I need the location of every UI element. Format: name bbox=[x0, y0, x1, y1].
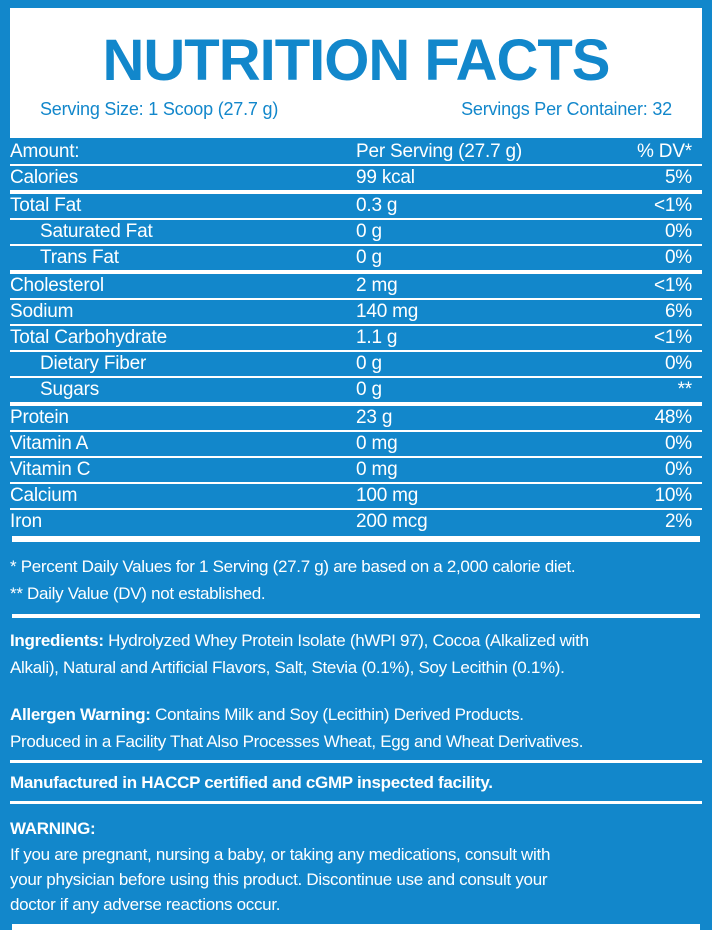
row-dv: 48% bbox=[654, 407, 692, 428]
row-value: 0 g bbox=[356, 221, 382, 242]
row-value: 0.3 g bbox=[356, 195, 398, 216]
row-value: 0 mg bbox=[356, 433, 398, 454]
warning-label: WARNING: bbox=[10, 819, 96, 838]
row-label: Iron bbox=[10, 511, 42, 532]
row-value: 0 g bbox=[356, 353, 382, 374]
ingredients-label: Ingredients: bbox=[10, 631, 104, 650]
ingredients-line-2: Alkali), Natural and Artificial Flavors, Salt, Stevia (0.1%), Soy Lecithin (0.1%). bbox=[10, 658, 565, 677]
row-label: Calcium bbox=[10, 485, 78, 506]
row-label: Calories bbox=[10, 167, 79, 188]
row-dv: 0% bbox=[664, 353, 692, 374]
allergen-text-1: Contains Milk and Soy (Lecithin) Derived Products. bbox=[150, 705, 524, 724]
table-row-cholesterol bbox=[10, 270, 702, 298]
column-header-amount: Amount: bbox=[10, 141, 80, 162]
row-value: 0 g bbox=[356, 247, 382, 268]
ingredients-text-1: Hydrolyzed Whey Protein Isolate (hWPI 97), Cocoa (Alkalized with bbox=[103, 631, 589, 650]
row-value: 200 mcg bbox=[356, 511, 428, 532]
table-bottom-bar bbox=[12, 536, 700, 542]
row-label: Total Carbohydrate bbox=[10, 327, 167, 348]
table-row-dietary-fiber bbox=[10, 350, 702, 376]
row-dv: 0% bbox=[664, 433, 692, 454]
ingredients-section bbox=[10, 627, 702, 681]
table-row-total-carbohydrate bbox=[10, 324, 702, 350]
warning-line-2: your physician before using this product. Discontinue use and consult your bbox=[10, 870, 548, 889]
section-divider bbox=[12, 614, 700, 618]
row-dv: 10% bbox=[654, 485, 692, 506]
footnote-dv: * Percent Daily Values for 1 Serving (27.7 g) are based on a 2,000 calorie diet. bbox=[10, 557, 576, 576]
section-divider bbox=[10, 801, 702, 804]
row-label: Cholesterol bbox=[10, 275, 104, 296]
nutrition-table bbox=[10, 140, 702, 534]
row-dv: 5% bbox=[664, 167, 692, 188]
row-value: 99 kcal bbox=[356, 167, 415, 188]
warning-line-3: doctor if any adverse reactions occur. bbox=[10, 895, 281, 914]
footnote-not-established: ** Daily Value (DV) not established. bbox=[10, 584, 266, 603]
servings-per-container: Servings Per Container: 32 bbox=[461, 99, 672, 119]
column-header-per-serving: Per Serving (27.7 g) bbox=[356, 141, 523, 162]
manufactured-statement: Manufactured in HACCP certified and cGMP inspected facility. bbox=[10, 773, 493, 792]
warning-line-1: If you are pregnant, nursing a baby, or taking any medications, consult with bbox=[10, 845, 551, 864]
section-divider bbox=[10, 760, 702, 763]
row-value: 2 mg bbox=[356, 275, 398, 296]
table-header-row bbox=[10, 140, 702, 164]
row-label: Total Fat bbox=[10, 195, 82, 216]
row-value: 140 mg bbox=[356, 301, 419, 322]
row-label: Sugars bbox=[40, 379, 100, 400]
table-row-calories bbox=[10, 164, 702, 190]
serving-size: Serving Size: 1 Scoop (27.7 g) bbox=[40, 99, 279, 119]
row-value: 0 g bbox=[356, 379, 382, 400]
row-dv: 0% bbox=[664, 221, 692, 242]
row-dv: 6% bbox=[664, 301, 692, 322]
row-label: Protein bbox=[10, 407, 69, 428]
table-row-trans-fat bbox=[10, 244, 702, 270]
table-row-calcium bbox=[10, 482, 702, 508]
page-title: NUTRITION FACTS bbox=[102, 28, 610, 93]
table-row-protein bbox=[10, 402, 702, 430]
allergen-label: Allergen Warning: bbox=[10, 705, 151, 724]
row-dv: 2% bbox=[664, 511, 692, 532]
table-row-total-fat bbox=[10, 190, 702, 218]
allergen-section bbox=[10, 701, 702, 755]
row-label: Vitamin C bbox=[10, 459, 91, 480]
row-label: Vitamin A bbox=[10, 433, 89, 454]
row-label: Saturated Fat bbox=[40, 221, 153, 242]
nutrition-label bbox=[0, 8, 712, 918]
serving-row bbox=[10, 89, 702, 120]
table-row-vitamin-c bbox=[10, 456, 702, 482]
row-value: 100 mg bbox=[356, 485, 419, 506]
bottom-bar bbox=[12, 924, 700, 930]
row-value: 23 g bbox=[356, 407, 393, 428]
warning-section bbox=[10, 816, 702, 917]
allergen-line-1 bbox=[10, 701, 702, 728]
row-dv: <1% bbox=[654, 275, 692, 296]
footnotes bbox=[10, 553, 702, 607]
row-label: Sodium bbox=[10, 301, 74, 322]
row-label: Trans Fat bbox=[40, 247, 119, 268]
table-row-iron bbox=[10, 508, 702, 534]
ingredients-line-1 bbox=[10, 627, 702, 654]
row-label: Dietary Fiber bbox=[40, 353, 147, 374]
row-value: 0 mg bbox=[356, 459, 398, 480]
table-row-vitamin-a bbox=[10, 430, 702, 456]
row-dv: ** bbox=[677, 379, 692, 400]
row-dv: 0% bbox=[664, 459, 692, 480]
row-dv: <1% bbox=[654, 195, 692, 216]
table-row-sodium bbox=[10, 298, 702, 324]
table-row-saturated-fat bbox=[10, 218, 702, 244]
row-dv: 0% bbox=[664, 247, 692, 268]
row-dv: <1% bbox=[654, 327, 692, 348]
column-header-dv: % DV* bbox=[637, 141, 692, 162]
row-value: 1.1 g bbox=[356, 327, 398, 348]
table-row-sugars bbox=[10, 376, 702, 402]
header-box bbox=[10, 8, 702, 138]
allergen-line-2: Produced in a Facility That Also Processes Wheat, Egg and Wheat Derivatives. bbox=[10, 732, 584, 751]
